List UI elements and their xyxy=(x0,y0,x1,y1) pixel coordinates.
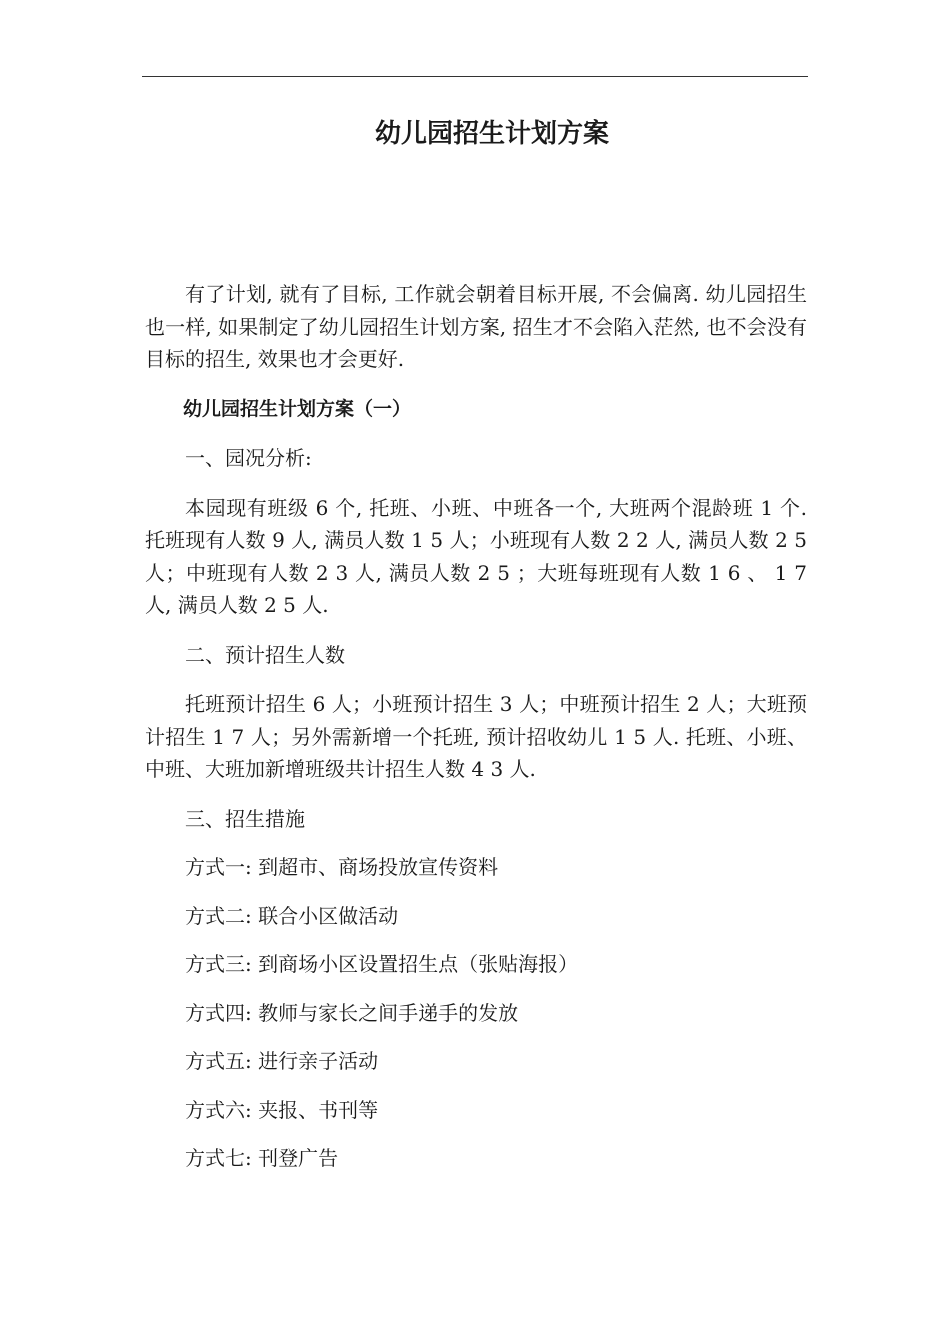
method-item: 方式五: 进行亲子活动 xyxy=(185,1049,379,1073)
analysis-paragraph: 本园现有班级 6 个, 托班、小班、中班各一个, 大班两个混龄班 1 个. 托班现有人数 9 人, 满员人数 1 5 人；小班现有人数 2 2 人, 满员人数 2 5 人；中班现有人数 2 3 人, 满员人数 2 5 ；大班每班现有人数 1 6 、 1 7 人, 满员人数 2 5 人. xyxy=(145,495,807,617)
method-item: 方式四: 教师与家长之间手递手的发放 xyxy=(185,1000,519,1025)
method-item: 方式一: 到超市、商场投放宣传资料 xyxy=(185,855,499,879)
section-heading-analysis: 一、园况分析: xyxy=(185,446,312,470)
intro-paragraph: 有了计划, 就有了目标, 工作就会朝着目标开展, 不会偏离. 幼儿园招生也一样, 如果制定了幼儿园招生计划方案, 招生才不会陷入茫然, 也不会没有目标的招生, 效果也才会更好. xyxy=(145,282,807,371)
method-item: 方式六: 夹报、书刊等 xyxy=(185,1097,379,1122)
document-body xyxy=(145,278,807,1175)
method-item: 方式二: 联合小区做活动 xyxy=(185,903,399,928)
enrollment-estimate-paragraph: 托班预计招生 6 人；小班预计招生 3 人；中班预计招生 2 人；大班预计招生 1 7 人；另外需新增一个托班, 预计招收幼儿 1 5 人. 托班、小班、中班、大班加新增班级共计招生人数 4 3 人. xyxy=(145,692,807,781)
method-item: 方式七: 刊登广告 xyxy=(185,1146,339,1170)
header-rule xyxy=(142,76,808,77)
method-item: 方式三: 到商场小区设置招生点（张贴海报） xyxy=(185,952,579,976)
plan-subtitle: 幼儿园招生计划方案（一） xyxy=(183,397,412,420)
section-heading-measures: 三、招生措施 xyxy=(185,806,305,831)
document-title: 幼儿园招生计划方案 xyxy=(374,119,609,149)
section-heading-enrollment-estimate: 二、预计招生人数 xyxy=(185,642,345,667)
